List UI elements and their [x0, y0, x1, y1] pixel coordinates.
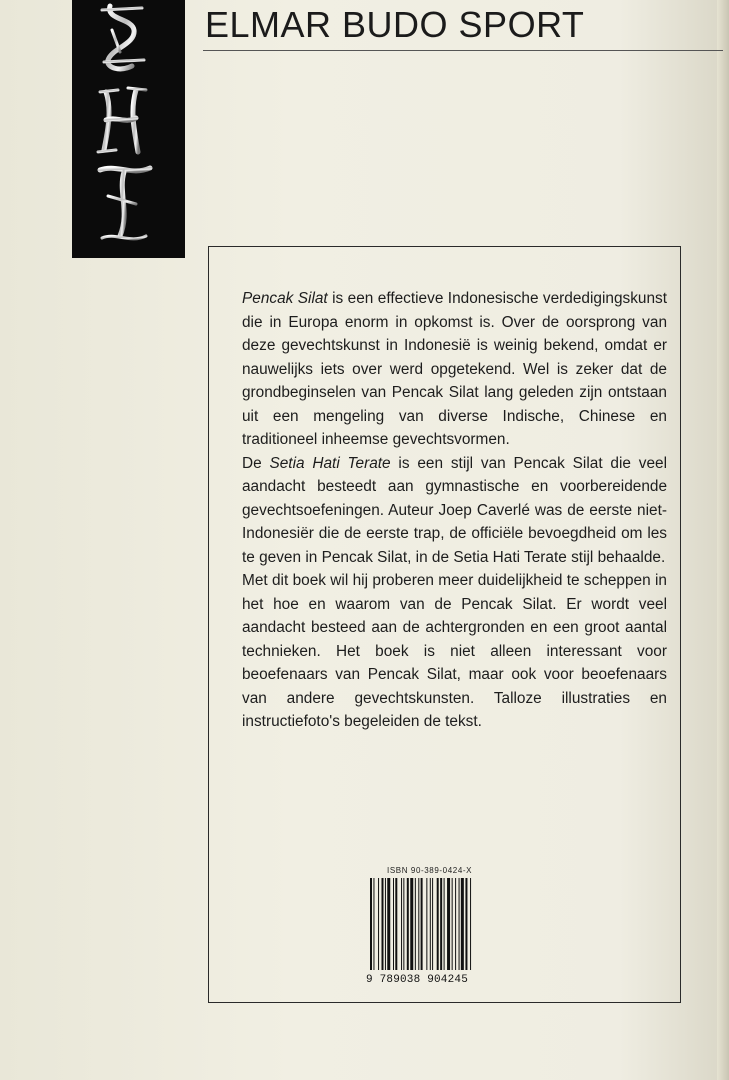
sht-monogram-logo	[72, 0, 185, 258]
barcode-bar	[393, 878, 394, 970]
barcode-bar	[430, 878, 431, 970]
ean-digits: 9 789038 904245	[366, 974, 469, 986]
logo-letter-t	[100, 168, 150, 239]
barcode-bar	[461, 878, 464, 970]
title-divider	[203, 50, 723, 51]
barcode-bar	[395, 878, 397, 970]
barcode-bar	[370, 878, 372, 970]
blurb-paragraph-1-text: is een effectieve Indonesische verdedigingskunst die in Europa enorm in opkomst is. Over de oorsprong van deze gevechtskunst in Indonesië is weinig bekend, omdat er nauwelijks iets over werd opgetekend. Wel is zeker dat de grondbeginselen van Pencak Silat lang geleden zijn ontstaan uit een mengeling van diverse Indische, Chinese en traditioneel inheemse gevechtsvormen.	[242, 290, 667, 448]
barcode-bar	[401, 878, 402, 970]
barcode-bar	[385, 878, 386, 970]
barcode-bar	[465, 878, 467, 970]
blurb-paragraph-1	[242, 287, 667, 452]
barcode-bar	[459, 878, 460, 970]
barcode-bar	[415, 878, 416, 970]
barcode-bar	[432, 878, 433, 970]
book-subject-italic: Pencak Silat	[242, 290, 328, 307]
barcode-bar	[421, 878, 423, 970]
barcode-bar	[444, 878, 445, 970]
barcode-bar	[447, 878, 450, 970]
barcode-bar	[470, 878, 471, 970]
barcode-bar	[452, 878, 453, 970]
blurb-paragraph-2-text: is een stijl van Pencak Silat die veel aandacht besteedt aan gymnastische en voorbereidende gevechtsoefeningen. Auteur Joep Caverlé was de eerste niet-Indonesiër die de eerste trap, de officiële bevoegdheid om les te geven in Pencak Silat, in de Setia Hati Terate stijl behaalde.	[242, 454, 667, 566]
barcode-bar	[387, 878, 390, 970]
style-name-italic: Setia Hati Terate	[269, 454, 391, 472]
blurb-paragraph-2-start: De	[242, 454, 270, 472]
logo-letter-s	[102, 6, 144, 69]
spine-logo-panel	[72, 0, 185, 258]
barcode-bar	[410, 878, 413, 970]
barcode-bar	[426, 878, 427, 970]
logo-letter-h	[98, 88, 146, 152]
blurb-paragraph-2	[242, 452, 667, 570]
cover-edge	[717, 0, 729, 1080]
back-cover-blurb	[242, 287, 667, 734]
series-title: ELMAR BUDO SPORT	[205, 4, 585, 45]
blurb-paragraph-3: Met dit boek wil hij proberen meer duidelijkheid te scheppen in het hoe en waarom van de Pencak Silat. Er wordt veel aandacht besteed aan de achtergronden en een groot aantal technieken. Het boek is niet alleen interessant voor beoefenaars van Pencak Silat, maar ook voor beoefenaars van andere gevechtskunsten. Talloze illustraties en instructiefoto's begeleiden de tekst.	[242, 572, 667, 730]
barcode-bar	[437, 878, 439, 970]
barcode-bar	[403, 878, 404, 970]
barcode-bar	[382, 878, 384, 970]
barcode-bar	[373, 878, 374, 970]
isbn-label: ISBN 90-389-0424-X	[387, 866, 473, 875]
barcode-bar	[440, 878, 442, 970]
barcode-bar	[407, 878, 409, 970]
barcode-bar	[455, 878, 456, 970]
barcode-bars	[366, 878, 506, 976]
barcode-bar	[418, 878, 419, 970]
barcode-bar	[378, 878, 379, 970]
